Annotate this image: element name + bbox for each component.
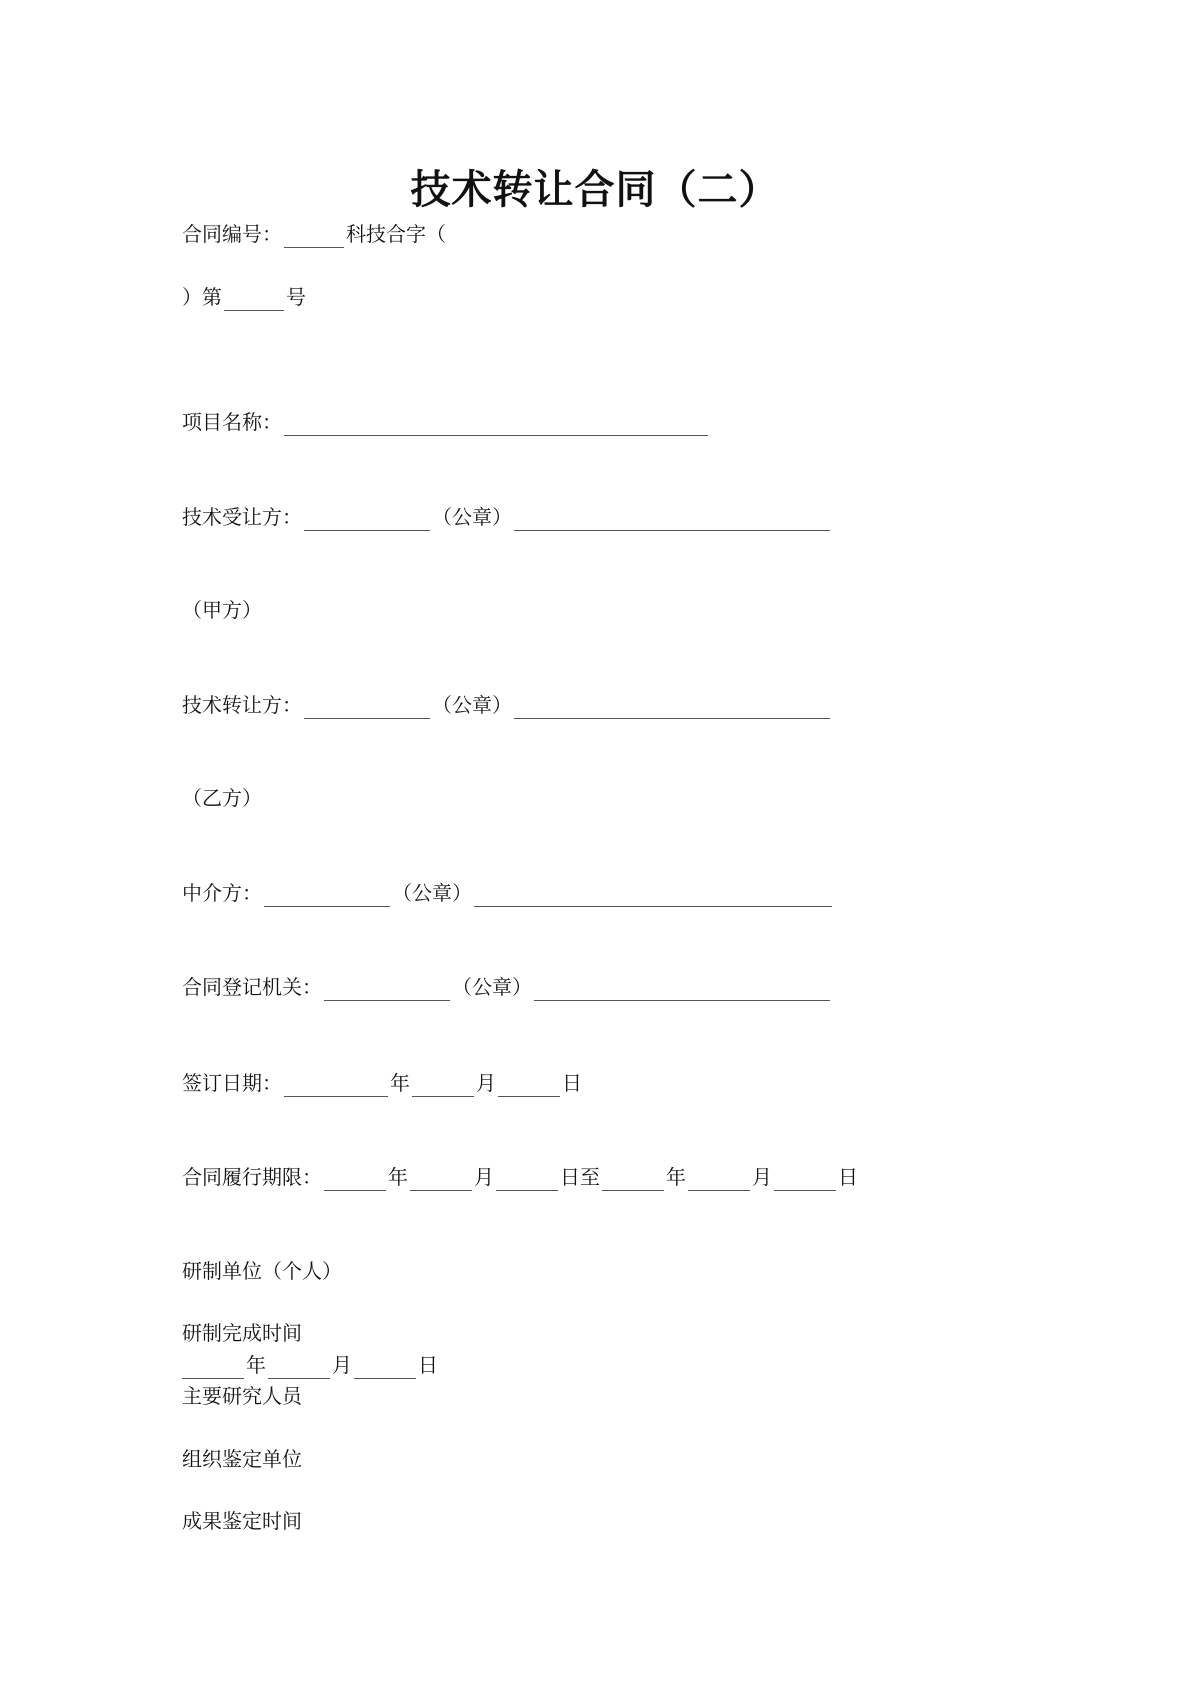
dev-unit-label: 研制单位（个人）: [182, 1259, 342, 1283]
intermediary-seal-blank[interactable]: [474, 884, 832, 907]
appraisal-org-row: [182, 1445, 302, 1473]
intermediary-label: 中介方：: [182, 881, 262, 905]
contract-number-row: [182, 220, 446, 248]
dev-complete-label: 研制完成时间: [182, 1321, 302, 1345]
intermediary-name-blank[interactable]: [264, 884, 390, 907]
receiver-seal-label: （公章）: [432, 505, 512, 529]
document-title: 技术转让合同（二）: [410, 166, 780, 213]
term-end-day-blank[interactable]: [774, 1168, 836, 1191]
term-row: [182, 1163, 858, 1191]
term-start-year-unit: 年: [388, 1165, 408, 1189]
transferor-row: [182, 691, 832, 719]
transferor-seal-blank[interactable]: [514, 696, 830, 719]
term-end-day-unit: 日: [838, 1165, 858, 1189]
transferor-seal-label: （公章）: [432, 693, 512, 717]
receiver-row: [182, 503, 832, 531]
appraisal-time-label: 成果鉴定时间: [182, 1509, 302, 1533]
term-end-month-blank[interactable]: [688, 1168, 750, 1191]
dev-complete-year-unit: 年: [246, 1353, 266, 1377]
term-start-year-blank[interactable]: [324, 1168, 386, 1191]
intermediary-row: [182, 879, 834, 907]
contract-number-line2-suffix: 号: [286, 285, 306, 309]
transferor-label: 技术转让方：: [182, 693, 302, 717]
dev-complete-day-unit: 日: [418, 1353, 438, 1377]
signing-month-unit: 月: [476, 1071, 496, 1095]
signing-month-blank[interactable]: [412, 1074, 474, 1097]
appraisal-time-row: [182, 1507, 302, 1535]
registration-label: 合同登记机关：: [182, 975, 322, 999]
dev-complete-month-blank[interactable]: [268, 1356, 330, 1379]
project-name-label: 项目名称：: [182, 410, 282, 434]
term-to: 日至: [560, 1165, 600, 1189]
transferor-role: （乙方）: [182, 786, 262, 810]
contract-number-label: 合同编号：: [182, 222, 282, 246]
dev-complete-row: [182, 1319, 302, 1347]
intermediary-seal-label: （公章）: [392, 881, 472, 905]
receiver-role-row: [182, 596, 262, 624]
contract-number-prefix-blank[interactable]: [284, 225, 344, 248]
registration-name-blank[interactable]: [324, 978, 450, 1001]
project-name-blank[interactable]: [284, 413, 708, 436]
receiver-name-blank[interactable]: [304, 508, 430, 531]
contract-number-line2-prefix: ）第: [182, 285, 222, 309]
signing-date-row: [182, 1069, 582, 1097]
registration-seal-label: （公章）: [452, 975, 532, 999]
contract-number-row-2: [182, 283, 306, 311]
receiver-seal-blank[interactable]: [514, 508, 830, 531]
term-label: 合同履行期限：: [182, 1165, 322, 1189]
term-end-month-unit: 月: [752, 1165, 772, 1189]
researchers-row: [182, 1382, 302, 1410]
contract-number-mid: 科技合字（: [346, 222, 446, 246]
receiver-role: （甲方）: [182, 598, 262, 622]
dev-complete-date-row: [182, 1351, 438, 1379]
appraisal-org-label: 组织鉴定单位: [182, 1447, 302, 1471]
signing-year-blank[interactable]: [284, 1074, 388, 1097]
dev-complete-month-unit: 月: [332, 1353, 352, 1377]
transferor-role-row: [182, 784, 262, 812]
term-end-year-blank[interactable]: [602, 1168, 664, 1191]
receiver-label: 技术受让方：: [182, 505, 302, 529]
signing-date-label: 签订日期：: [182, 1071, 282, 1095]
registration-row: [182, 973, 832, 1001]
dev-unit-row: [182, 1257, 342, 1285]
registration-seal-blank[interactable]: [534, 978, 830, 1001]
signing-day-blank[interactable]: [498, 1074, 560, 1097]
signing-day-unit: 日: [562, 1071, 582, 1095]
transferor-name-blank[interactable]: [304, 696, 430, 719]
dev-complete-day-blank[interactable]: [354, 1356, 416, 1379]
term-start-day-blank[interactable]: [496, 1168, 558, 1191]
researchers-label: 主要研究人员: [182, 1384, 302, 1408]
term-start-month-blank[interactable]: [410, 1168, 472, 1191]
signing-year-unit: 年: [390, 1071, 410, 1095]
term-start-month-unit: 月: [474, 1165, 494, 1189]
dev-complete-year-blank[interactable]: [182, 1356, 244, 1379]
contract-number-seq-blank[interactable]: [224, 288, 284, 311]
project-name-row: [182, 408, 710, 436]
term-end-year-unit: 年: [666, 1165, 686, 1189]
